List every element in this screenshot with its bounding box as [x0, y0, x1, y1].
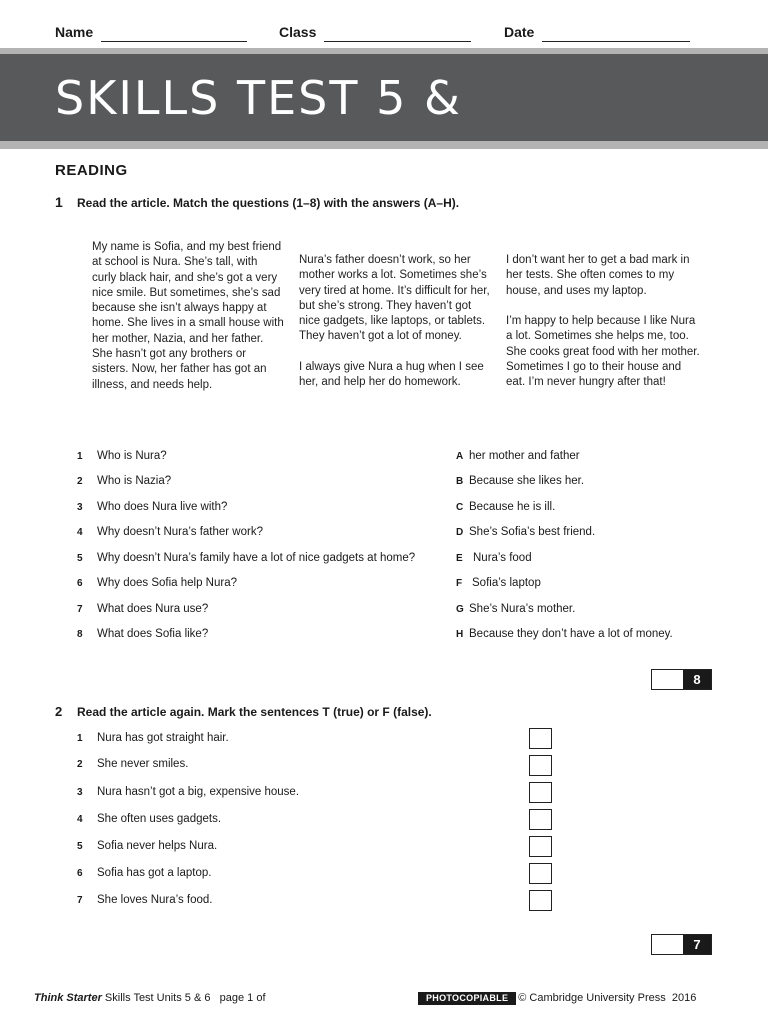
class-blank-line[interactable] [324, 26, 471, 42]
banner-bottom-rule [0, 141, 768, 149]
question-2-score-box[interactable] [651, 934, 712, 955]
question-2-number: 2 [55, 704, 63, 719]
name-blank-line[interactable] [101, 26, 247, 42]
answer-box-7[interactable] [529, 890, 552, 911]
answer-item: C Because he is ill. [456, 501, 556, 513]
answer-item: F Sofia’s laptop [456, 577, 541, 589]
article-column-2 [299, 253, 491, 406]
name-label: Name [55, 24, 94, 40]
answer-item: H Because they don’t have a lot of money. [456, 628, 673, 640]
class-field [279, 22, 471, 42]
footer-right [418, 990, 696, 1006]
question-item: 3 Who does Nura live with? [77, 501, 228, 513]
question-item: 8 What does Sofia like? [77, 628, 209, 640]
article-paragraph: My name is Sofia, and my best friend at school is Nura. She’s tall, with curly black hair, and she’s got a very nice smile. But sometimes, she’s sad because she isn’t always happy at home. She lives in a small house with her mother, Nazia, and her father. She hasn’t got any brothers or sisters. Now, her father has got an illness, and needs help. [92, 241, 284, 391]
question-1-score-box[interactable] [651, 669, 712, 690]
answer-box-1[interactable] [529, 728, 552, 749]
student-info-row [0, 22, 768, 44]
answer-box-2[interactable] [529, 755, 552, 776]
answer-box-4[interactable] [529, 809, 552, 830]
date-field [504, 22, 690, 42]
question-item: 7 What does Nura use? [77, 603, 209, 615]
question-2-instruction: Read the article again. Mark the sentences T (true) or F (false). [77, 705, 432, 719]
question-item: 1 Who is Nura? [77, 450, 167, 462]
date-label: Date [504, 24, 535, 40]
footer-left [34, 990, 266, 1006]
article-column-1 [92, 240, 284, 408]
true-false-item: 4 She often uses gadgets. [77, 813, 222, 825]
question-item: 4 Why doesn’t Nura’s father work? [77, 526, 263, 538]
true-false-item: 7 She loves Nura’s food. [77, 894, 213, 906]
title-banner [0, 54, 768, 141]
answer-item: G She’s Nura’s mother. [456, 603, 576, 615]
footer-brand: Think Starter [34, 992, 102, 1004]
question-1-number: 1 [55, 194, 63, 210]
answer-item: B Because she likes her. [456, 475, 585, 487]
answer-item: E Nura’s food [456, 552, 532, 564]
question-1-max-score: 8 [683, 670, 711, 689]
article-paragraph: Nura’s father doesn’t work, so her mother works a lot. Sometimes she’s very tired at home. It’s difficult for her, but she’s strong. They haven’t got nice gadgets, like laptops, or tablets. They haven’t got a lot of money. [299, 254, 490, 343]
question-1-instruction: Read the article. Match the questions (1–8) with the answers (A–H). [77, 196, 460, 210]
question-2-max-score: 7 [683, 935, 711, 954]
question-item: 2 Who is Nazia? [77, 475, 172, 487]
article-paragraph: I don’t want her to get a bad mark in her tests. She often comes to my house, and uses my laptop. [506, 254, 690, 297]
section-title: READING [55, 162, 128, 179]
question-item: 6 Why does Sofia help Nura? [77, 577, 237, 589]
date-blank-line[interactable] [542, 26, 690, 42]
page-footer [0, 990, 768, 1006]
page-title: SKILLS TEST 5 & [55, 71, 462, 125]
answer-box-3[interactable] [529, 782, 552, 803]
answer-item: A her mother and father [456, 450, 580, 462]
class-label: Class [279, 24, 317, 40]
photocopiable-badge: PHOTOCOPIABLE [418, 992, 516, 1005]
true-false-item: 6 Sofia has got a laptop. [77, 867, 212, 879]
footer-text: Skills Test Units 5 & 6 page 1 of [101, 992, 266, 1004]
article-paragraph: I’m happy to help because I like Nura a lot. Sometimes she helps me, too. She cooks great food with her mother. Sometimes I go to their house and eat. I’m never hungry after that! [506, 315, 700, 389]
copyright-text: © Cambridge University Press 2016 [518, 992, 697, 1004]
name-field [55, 22, 247, 42]
answer-box-5[interactable] [529, 836, 552, 857]
article-paragraph: I always give Nura a hug when I see her, and help her do homework. [299, 361, 484, 389]
true-false-item: 3 Nura hasn’t got a big, expensive house. [77, 786, 300, 798]
answer-box-6[interactable] [529, 863, 552, 884]
answer-item: D She’s Sofia’s best friend. [456, 526, 596, 538]
true-false-item: 2 She never smiles. [77, 758, 189, 770]
question-item: 5 Why doesn’t Nura’s family have a lot of nice gadgets at home? [77, 552, 416, 564]
true-false-item: 5 Sofia never helps Nura. [77, 840, 218, 852]
article-column-3 [506, 253, 702, 406]
true-false-item: 1 Nura has got straight hair. [77, 732, 229, 744]
